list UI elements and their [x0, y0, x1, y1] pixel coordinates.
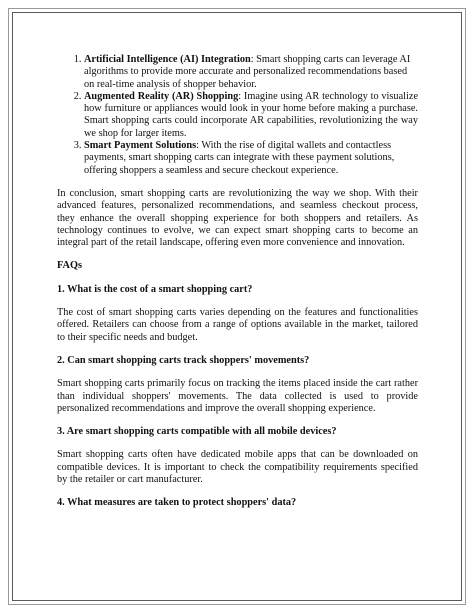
list-item-text: : With the rise of digital wallets and contactless payments, smart shopping carts can integrate with these payment solutions, offering shoppers a seamless and secure checkout experience. — [84, 140, 395, 176]
list-item — [84, 54, 418, 91]
document-body — [57, 54, 418, 510]
list-item-text: : Smart shopping carts can leverage AI algorithms to provide more accurate and personalized recommendations based on real-time analysis of shopper behavior. — [84, 54, 411, 90]
list-item — [84, 91, 418, 140]
faqs-heading: FAQs — [57, 260, 82, 272]
faq-question: 2. Can smart shopping carts track shoppers' movements? — [57, 354, 310, 366]
list-item-term: Artificial Intelligence (AI) Integration — [84, 54, 251, 65]
faq-answer: Smart shopping carts often have dedicated mobile apps that can be downloaded on compatible devices. It is important to check the compatibility requirements specified by the retailer or cart manufacturer. — [57, 449, 418, 486]
list-item-term: Augmented Reality (AR) Shopping — [84, 90, 239, 102]
future-trends-list — [57, 54, 418, 177]
list-item-text: : Imagine using AR technology to visualize how furniture or appliances would look in your home before making a purchase. Smart shopping carts could incorporate AR capabilities, revolutionizing the way we shop for larger items. — [84, 90, 419, 139]
faq-question: 3. Are smart shopping carts compatible with all mobile devices? — [57, 426, 337, 438]
list-item — [84, 140, 418, 177]
list-item-term: Smart Payment Solutions — [84, 140, 197, 152]
faq-answer: Smart shopping carts primarily focus on tracking the items placed inside the cart rather than individual shoppers' movements. The data collected is used to provide personalized recommendations and improve the overall shopping experience. — [57, 378, 418, 414]
faq-question: 4. What measures are taken to protect shoppers' data? — [57, 497, 297, 509]
faq-question: 1. What is the cost of a smart shopping cart? — [57, 283, 253, 295]
conclusion-paragraph: In conclusion, smart shopping carts are revolutionizing the way we shop. With their advanced features, personalized recommendations, and seamless checkout process, they enhance the overall shopping experience for both shoppers and retailers. As technology continues to evolve, we can expect smart shopping carts to become an integral part of the retail landscape, offering even more convenience and innovation. — [57, 187, 418, 249]
faq-answer: The cost of smart shopping carts varies depending on the features and functionalities offered. Retailers can choose from a range of options available in the market, tailored to their specific needs and budget. — [57, 307, 418, 343]
